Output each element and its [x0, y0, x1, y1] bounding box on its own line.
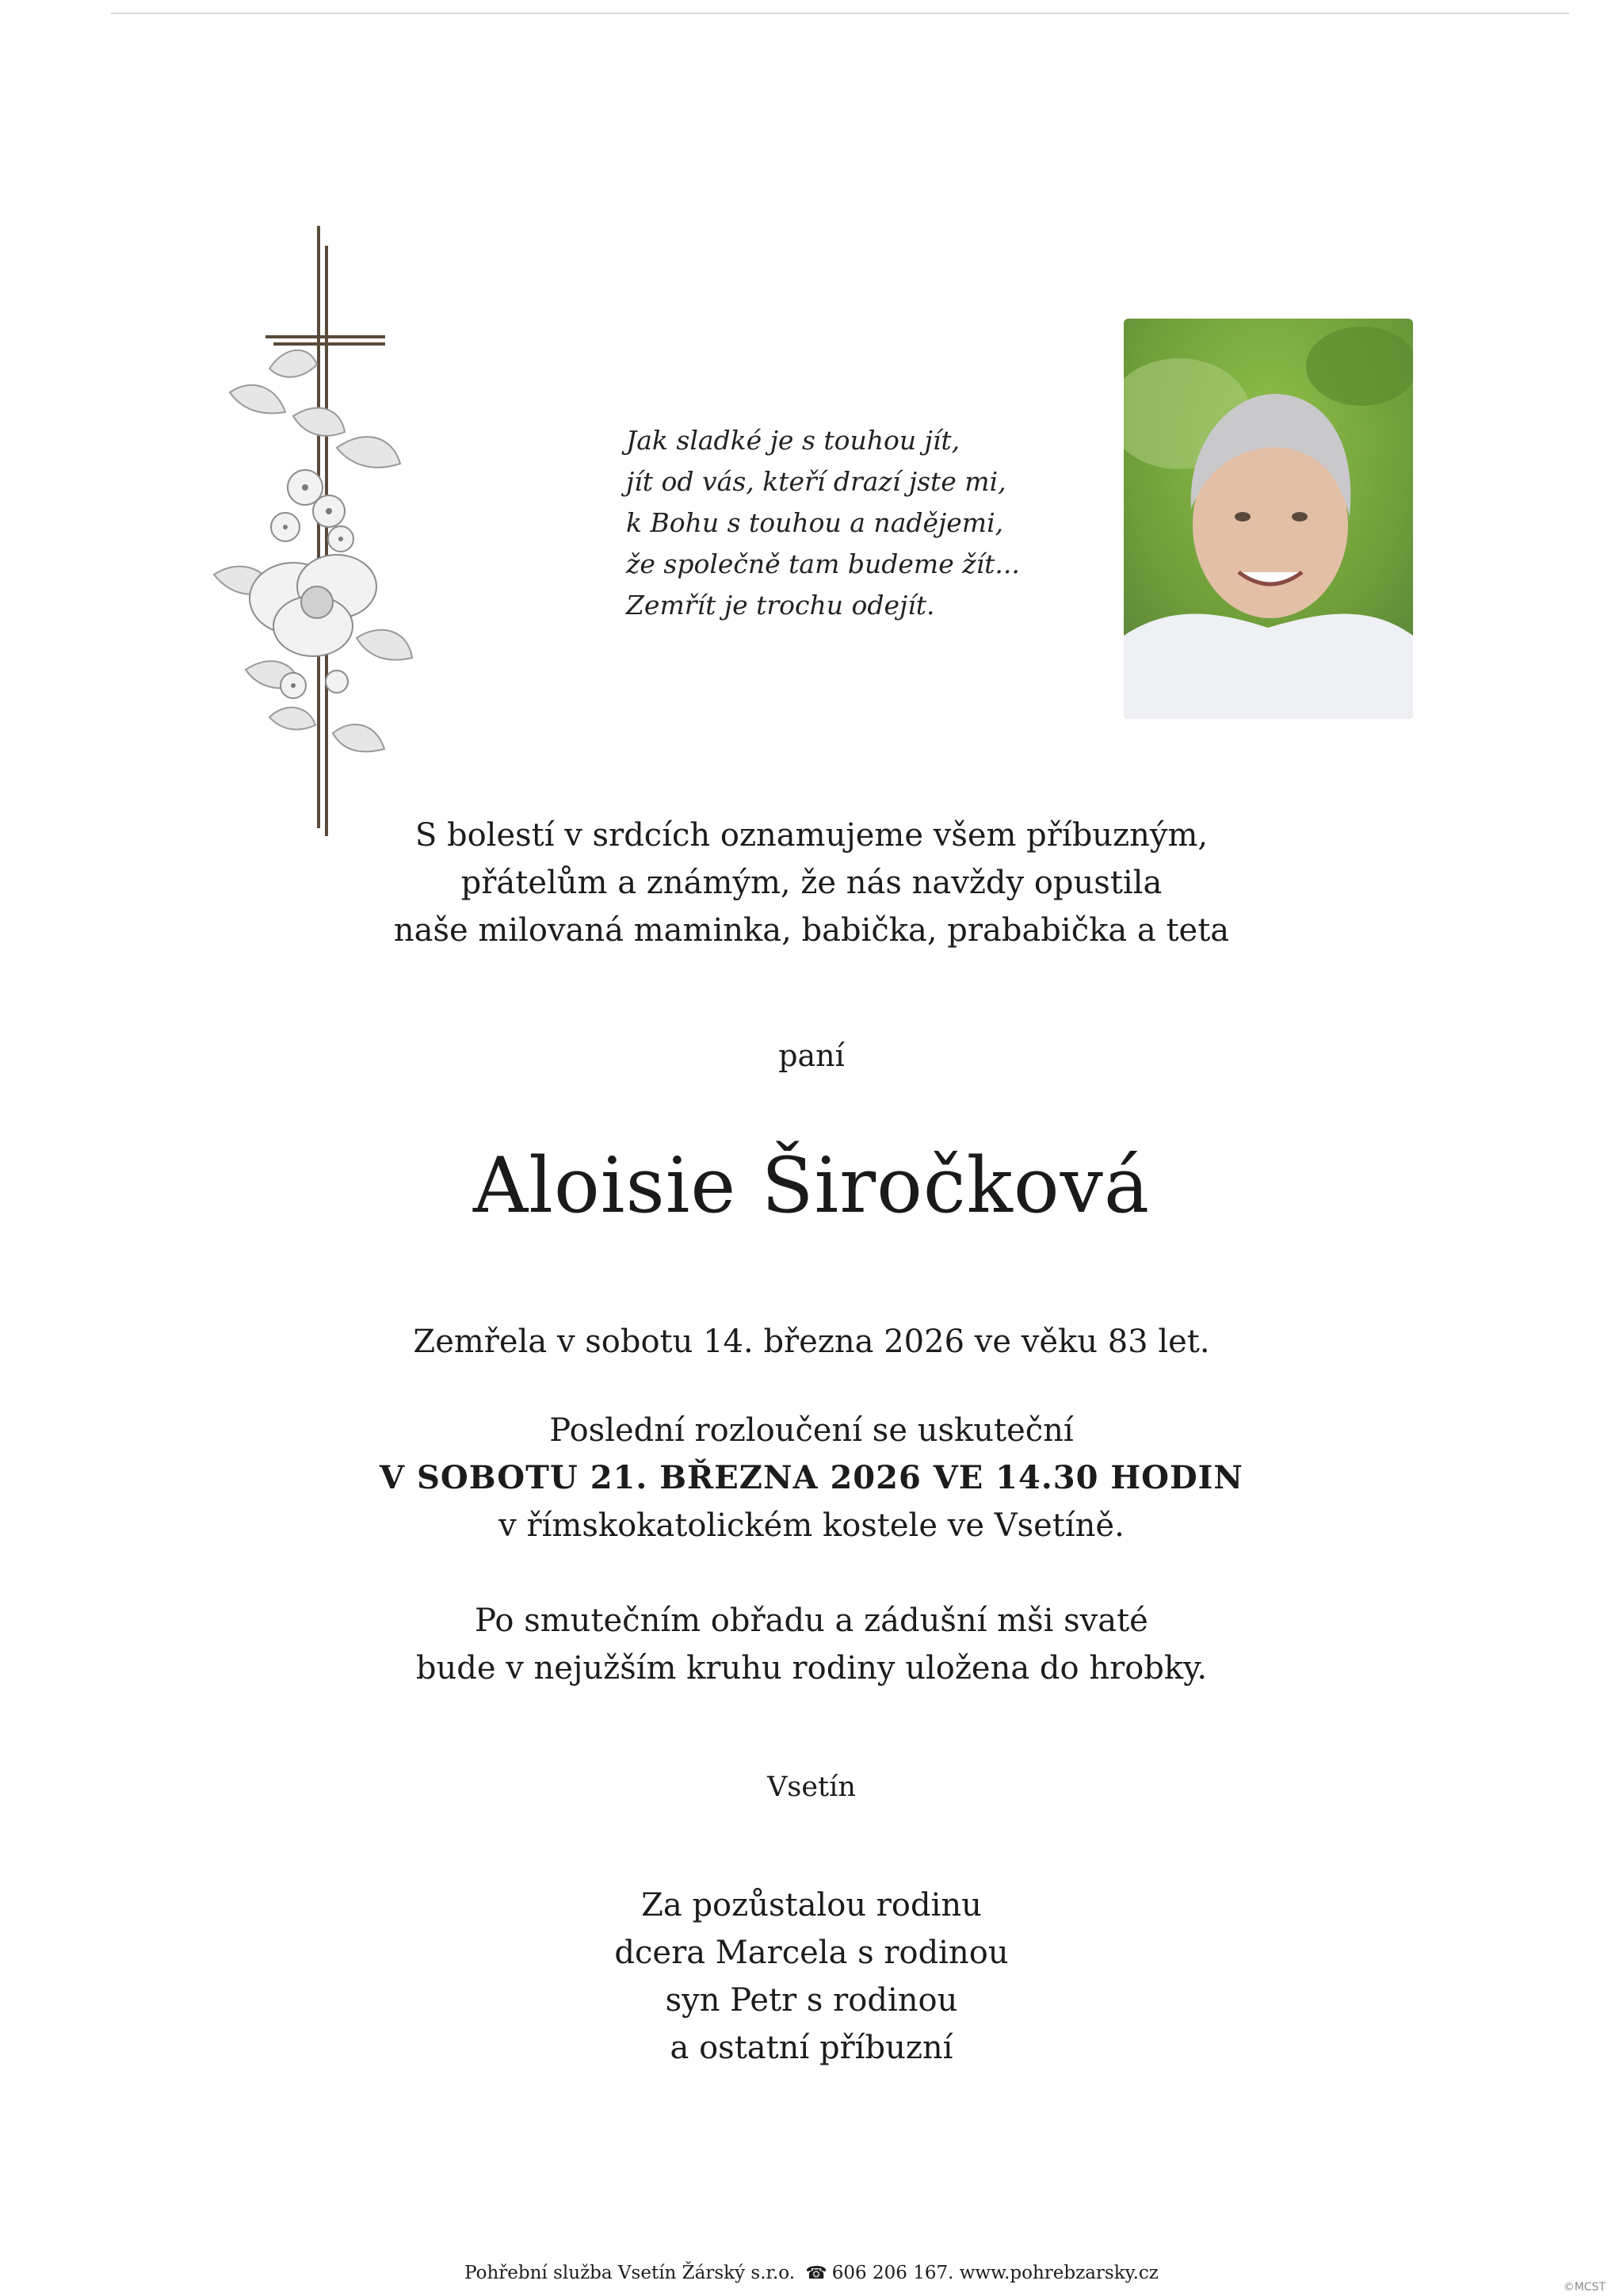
family-line: syn Petr s rodinou [665, 1982, 958, 2019]
place: Vsetín [767, 1771, 856, 1803]
funeral-company: Pohřební služba Vsetín Žárský s.r.o. [464, 2263, 796, 2283]
death-info: Zemřela v sobotu 14. března 2026 ve věku 83 let. [413, 1324, 1210, 1360]
verse-line: že společně tam budeme žít... [626, 548, 1020, 579]
family-signature [0, 1881, 1623, 2072]
cross-with-flowers-icon [198, 226, 444, 844]
announcement-line: přátelům a známým, že nás navždy opustila [460, 865, 1163, 901]
ceremony-line: Po smutečním obřadu a zádušní mši svaté [475, 1603, 1148, 1639]
website-link[interactable]: www.pohrebzarsky.cz [959, 2263, 1159, 2283]
farewell-date-time: V SOBOTU 21. BŘEZNA 2026 VE 14.30 HODIN [380, 1459, 1243, 1496]
phone-number: 606 206 167. [831, 2263, 954, 2283]
family-line: dcera Marcela s rodinou [614, 1935, 1009, 1971]
scan-edge-line [111, 13, 1569, 14]
memorial-verse [626, 420, 1070, 626]
farewell-line: Poslední rozloučení se uskuteční [549, 1412, 1074, 1449]
verse-line: k Bohu s touhou a nadějemi, [626, 507, 1004, 538]
ceremony-info [0, 1597, 1623, 1692]
farewell-info [0, 1407, 1623, 1549]
portrait-photo [1124, 319, 1413, 719]
announcement-line: naše milovaná maminka, babička, prababička a teta [393, 912, 1230, 949]
verse-line: jít od vás, kteří drazí jste mi, [626, 466, 1006, 497]
announcement-line: S bolestí v srdcích oznamujeme všem příbuzným, [414, 817, 1209, 854]
phone-icon: ☎ [805, 2264, 827, 2283]
farewell-location: v římskokatolickém kostele ve Vsetíně. [498, 1507, 1125, 1544]
footer [0, 2263, 1623, 2283]
family-line: Za pozůstalou rodinu [641, 1887, 982, 1924]
verse-line: Jak sladké je s touhou jít, [626, 425, 960, 456]
verse-line: Zemřít je trochu odejít. [626, 590, 935, 621]
announcement [0, 812, 1623, 954]
family-line: a ostatní příbuzní [670, 2030, 953, 2066]
honorific: paní [778, 1038, 845, 1073]
ceremony-line: bude v nejužším kruhu rodiny uložena do hrobky. [415, 1650, 1208, 1687]
copyright-mark: ©MCST [1563, 2281, 1606, 2294]
deceased-name: Aloisie Širočková [472, 1141, 1151, 1230]
